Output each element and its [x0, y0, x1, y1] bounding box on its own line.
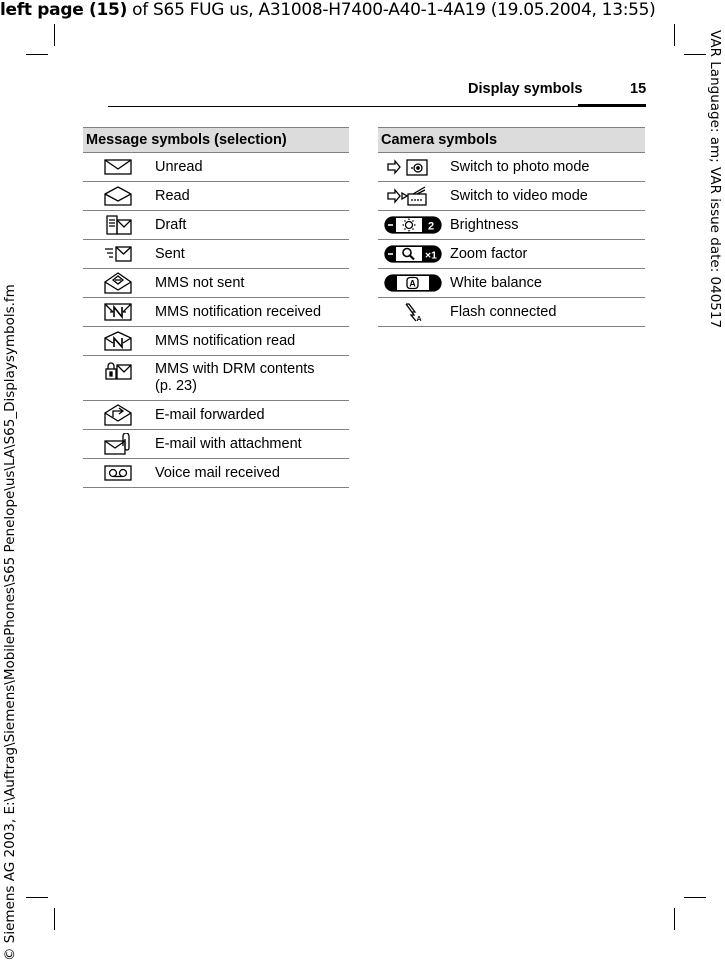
flash-icon [378, 298, 448, 327]
white-balance-mode: A [409, 278, 416, 289]
table-row [378, 269, 645, 298]
message-symbols-table [83, 127, 349, 488]
row-label: E-mail forwarded [153, 401, 349, 430]
camera-symbols-table [378, 127, 645, 327]
row-label: Draft [153, 211, 349, 240]
envelope-read-icon [83, 182, 153, 211]
table-row [83, 401, 349, 430]
table-row [378, 211, 645, 240]
row-label: E-mail with attachment [153, 430, 349, 459]
crop-mark [674, 908, 675, 930]
table-row [83, 298, 349, 327]
header-rule [108, 106, 646, 107]
row-label: Sent [153, 240, 349, 269]
white-balance-icon [378, 269, 448, 298]
table-row [378, 240, 645, 269]
table-row [378, 298, 645, 327]
table-row [83, 327, 349, 356]
envelope-unread-icon [83, 153, 153, 182]
page-reference[interactable]: (p. 23) [155, 378, 197, 394]
email-forwarded-icon [83, 401, 153, 430]
crop-mark [54, 908, 55, 930]
table-row [83, 269, 349, 298]
table-row [83, 240, 349, 269]
table-row [83, 153, 349, 182]
row-label: MMS notification received [153, 298, 349, 327]
crop-mark [54, 24, 55, 46]
mms-drm-icon [83, 356, 153, 401]
crop-mark [684, 897, 706, 898]
table-row [83, 459, 349, 488]
section-title: Display symbols [468, 81, 583, 97]
zoom-factor-value: ×1 [425, 249, 437, 262]
row-label-line1: MMS with DRM contents [155, 361, 315, 377]
table-row [378, 153, 645, 182]
mms-notification-read-icon [83, 327, 153, 356]
row-label: Unread [153, 153, 349, 182]
flash-mode-letter: A [416, 316, 422, 323]
table-header-row [378, 128, 645, 153]
page-caption [0, 0, 656, 20]
row-label [153, 356, 349, 401]
header-tab [578, 104, 646, 107]
mms-not-sent-icon [83, 269, 153, 298]
envelope-sent-icon [83, 240, 153, 269]
message-symbols-heading: Message symbols (selection) [83, 128, 349, 153]
table-row [83, 182, 349, 211]
row-label: Voice mail received [153, 459, 349, 488]
row-label: Switch to photo mode [448, 153, 645, 182]
brightness-level-digit: 2 [427, 220, 435, 233]
row-label: MMS notification read [153, 327, 349, 356]
page-number: 15 [630, 81, 647, 97]
table-row [83, 356, 349, 401]
brightness-icon [378, 211, 448, 240]
crop-mark [674, 24, 675, 46]
row-label: Flash connected [448, 298, 645, 327]
camera-symbols-heading: Camera symbols [378, 128, 645, 153]
row-label: White balance [448, 269, 645, 298]
zoom-icon [378, 240, 448, 269]
crop-mark [684, 54, 706, 55]
row-label: Read [153, 182, 349, 211]
row-label: Brightness [448, 211, 645, 240]
row-label: Zoom factor [448, 240, 645, 269]
caption-rest: of S65 FUG us, A31008-H7400-A40-1-4A19 (19.05.2004, 13:55) [127, 0, 656, 20]
crop-mark [26, 897, 48, 898]
table-header-row [83, 128, 349, 153]
row-label: MMS not sent [153, 269, 349, 298]
caption-bold: left page (15) [0, 0, 128, 20]
mms-notification-received-icon [83, 298, 153, 327]
email-attachment-icon [83, 430, 153, 459]
envelope-draft-icon [83, 211, 153, 240]
photo-mode-icon [378, 153, 448, 182]
crop-mark [26, 54, 48, 55]
video-mode-icon [378, 182, 448, 211]
row-label: Switch to video mode [448, 182, 645, 211]
file-path-caption: © Siemens AG 2003, E:\Auftrag\Siemens\MobilePhones\S65 Penelope\us\LA\S65_Displaysymbols.fm [2, 284, 18, 961]
voice-mail-icon [83, 459, 153, 488]
var-language-caption: VAR Language: am; VAR issue date: 040517 [707, 30, 723, 329]
table-row [83, 430, 349, 459]
table-row [83, 211, 349, 240]
table-row [378, 182, 645, 211]
